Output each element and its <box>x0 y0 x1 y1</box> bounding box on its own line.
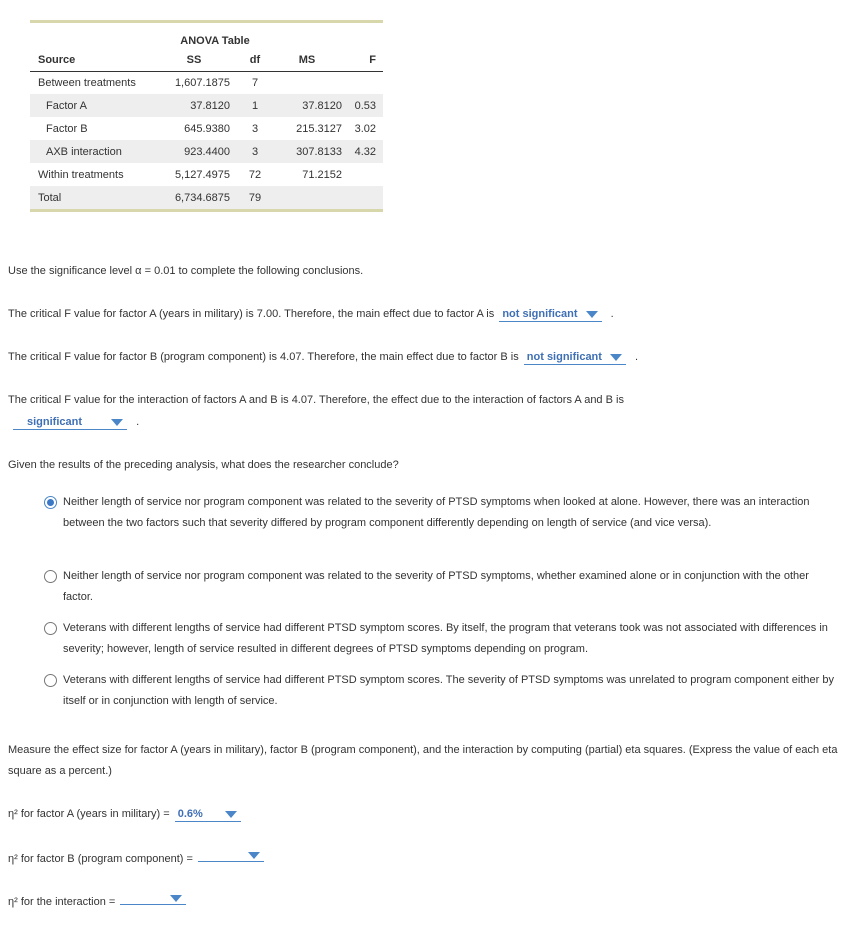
row-ss: 5,127.4975 <box>174 168 230 181</box>
table-row <box>30 163 383 186</box>
row-df: 3 <box>238 140 272 163</box>
row-ms: 215.3127 <box>296 122 342 135</box>
chevron-down-icon <box>225 811 237 818</box>
chevron-down-icon <box>610 354 622 361</box>
radio-button[interactable] <box>44 674 57 687</box>
conclusion-ab <box>11 412 139 433</box>
chevron-down-icon <box>170 895 182 902</box>
row-df: 72 <box>248 168 262 181</box>
row-source: Factor B <box>46 122 88 135</box>
row-ms <box>272 71 342 94</box>
interaction-selected: significant <box>27 416 83 428</box>
row-f <box>342 186 383 209</box>
factor-a-significance-dropdown[interactable] <box>499 307 601 322</box>
header-f: F <box>342 49 383 71</box>
eta-b-dropdown[interactable] <box>198 848 264 862</box>
row-df: 3 <box>251 122 259 135</box>
row-source: AXB interaction <box>30 140 158 163</box>
header-ms: MS <box>272 49 342 71</box>
row-ss: 645.9380 <box>184 122 230 135</box>
row-source: Total <box>30 186 158 209</box>
row-ss: 1,607.1875 <box>174 76 230 89</box>
option-1-text: Neither length of service nor program component was related to the severity of PTSD symptoms when looked at alone. However, there was an interaction between the two factors such that severity differed by program component differently depending on length of service (and vice versa). <box>63 496 810 529</box>
table-row <box>30 140 383 163</box>
row-f <box>342 71 383 94</box>
header-ss: SS <box>158 49 238 71</box>
conclusion-b <box>8 347 638 368</box>
eta-a-dropdown[interactable] <box>175 807 241 822</box>
row-source: Factor A <box>30 94 158 117</box>
factor-b-significance-dropdown[interactable] <box>524 350 626 365</box>
interaction-significance-dropdown[interactable] <box>13 415 127 430</box>
anova-header-row <box>30 49 383 71</box>
factor-a-selected: not significant <box>502 308 578 320</box>
row-ss: 923.4400 <box>158 140 238 163</box>
option-4-text: Veterans with different lengths of service had different PTSD symptom scores. The severity of PTSD symptoms was unrelated to program component either by itself or in conjunction with length of service. <box>63 674 834 707</box>
radio-button-checked[interactable] <box>44 496 57 509</box>
row-df: 1 <box>238 94 272 117</box>
chevron-down-icon <box>248 852 260 859</box>
option-2-text: Neither length of service nor program component was related to the severity of PTSD symptoms, whether examined alone or in conjunction with the other factor. <box>63 570 809 603</box>
eta-ab-label: η² for the interaction = <box>8 896 116 908</box>
table-row <box>30 71 383 94</box>
eta-a-row <box>8 804 241 825</box>
table-row <box>30 117 383 140</box>
option-1[interactable] <box>44 492 834 534</box>
eta-ab-row <box>8 891 186 913</box>
conclusion-b-end: . <box>635 351 639 363</box>
anova-caption: ANOVA Table <box>180 35 250 47</box>
row-f: 3.02 <box>354 122 376 135</box>
instructions-text: Use the significance level α = 0.01 to complete the following conclusions. <box>8 265 364 277</box>
conclusion-b-text: The critical F value for factor B (program component) is 4.07. Therefore, the main effect due to factor B is <box>8 351 519 363</box>
effect-size-prompt: Measure the effect size for factor A (years in military), factor B (program component), and the interaction by computing (partial) eta squares. (Express the value of each eta square as a percent.) <box>8 744 838 777</box>
chevron-down-icon <box>111 419 123 426</box>
row-df: 79 <box>238 186 272 209</box>
option-3-text: Veterans with different lengths of service had different PTSD symptom scores. By itself, the program that veterans took was not associated with differences in severity; however, length of service resulted in different degrees of PTSD symptoms depending on program. <box>63 622 828 655</box>
header-source: Source <box>30 49 158 71</box>
eta-a-label: η² for factor A (years in military) = <box>8 808 170 820</box>
conclusion-a <box>8 304 614 325</box>
conclusion-a-text: The critical F value for factor A (years in military) is 7.00. Therefore, the main effect due to factor A is <box>8 308 495 320</box>
row-ms: 37.8120 <box>272 94 342 117</box>
row-f: 0.53 <box>342 94 383 117</box>
row-ms: 71.2152 <box>302 168 342 181</box>
conclusion-ab-end: . <box>136 416 140 428</box>
row-ms: 307.8133 <box>272 140 342 163</box>
radio-button[interactable] <box>44 570 57 583</box>
option-3[interactable] <box>44 618 834 660</box>
table-row <box>30 94 383 117</box>
table-row <box>30 186 383 209</box>
header-df: df <box>238 49 272 71</box>
row-df: 7 <box>251 76 259 89</box>
row-ms <box>272 186 342 209</box>
factor-b-selected: not significant <box>526 351 602 363</box>
chevron-down-icon <box>586 311 598 318</box>
row-ss: 37.8120 <box>158 94 238 117</box>
row-ss: 6,734.6875 <box>158 186 238 209</box>
eta-ab-dropdown[interactable] <box>120 891 186 905</box>
row-source: Between treatments <box>38 76 136 89</box>
anova-table <box>30 20 383 212</box>
row-f: 4.32 <box>342 140 383 163</box>
row-f <box>342 163 383 186</box>
eta-b-row <box>8 848 264 870</box>
row-source: Within treatments <box>38 168 124 181</box>
eta-a-value: 0.6% <box>177 808 203 820</box>
eta-b-label: η² for factor B (program component) = <box>8 853 193 865</box>
question-text: Given the results of the preceding analysis, what does the researcher conclude? <box>8 459 399 471</box>
conclusion-a-end: . <box>610 308 614 320</box>
option-4[interactable] <box>44 670 834 712</box>
conclusion-ab-text: The critical F value for the interaction of factors A and B is 4.07. Therefore, the effect due to the interaction of factors A and B is <box>8 394 624 406</box>
option-2[interactable] <box>44 566 834 608</box>
radio-button[interactable] <box>44 622 57 635</box>
